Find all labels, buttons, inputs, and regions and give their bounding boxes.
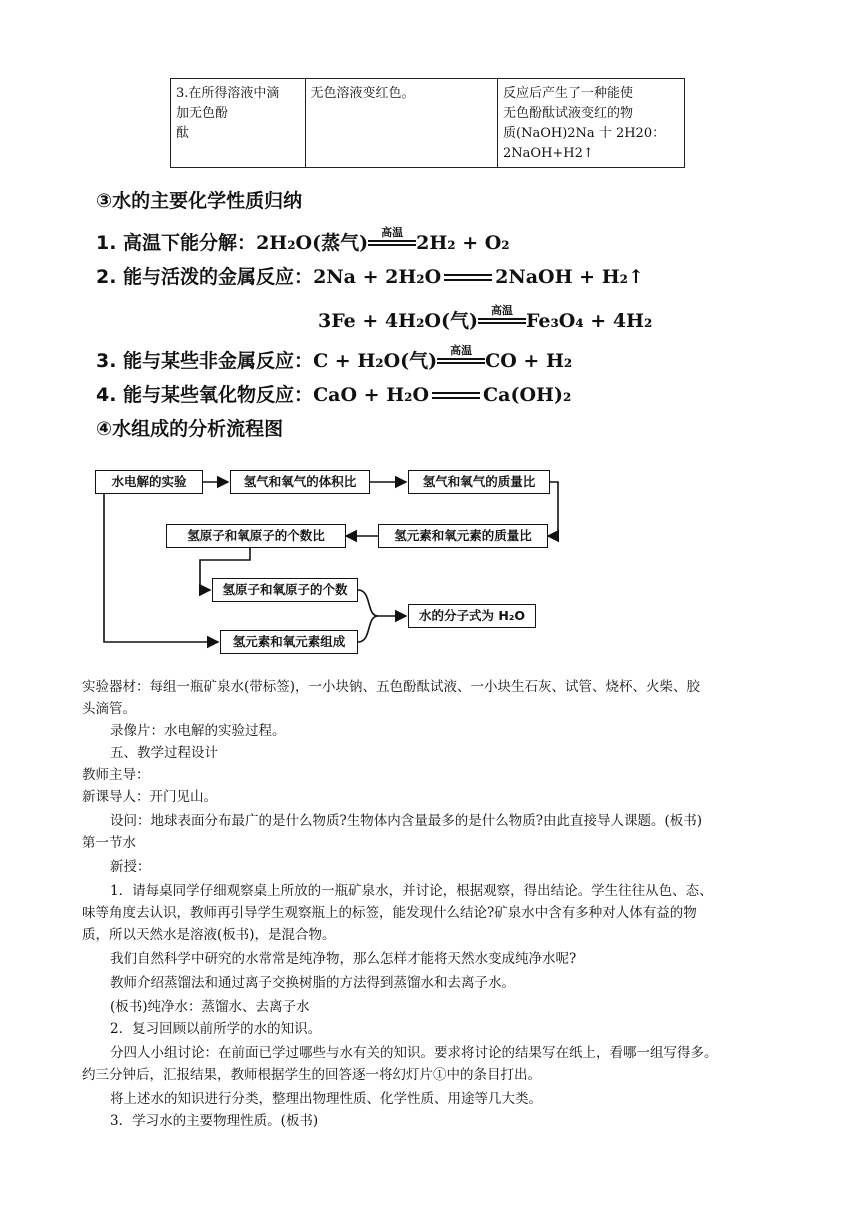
para-materials-2: 头滴管。 <box>82 701 136 717</box>
chem-line-4: 4. 能与某些氧化物反应：CaO + H₂O Ca(OH)₂ <box>96 384 572 406</box>
para-discussion-1: 分四人小组讨论：在前面已学过哪些与水有关的知识。要求将讨论的结果写在纸上，看哪一组写得多。 <box>110 1045 718 1061</box>
chem-line-3: 3. 能与某些非金属反应：C + H₂O(气) 高温 CO + H₂ <box>96 344 573 372</box>
para-classify: 将上述水的知识进行分类，整理出物理性质、化学性质、用途等几大类。 <box>110 1091 542 1107</box>
table-cell-step: 3.在所得溶液中滴 加无色酚 酞 <box>171 79 306 168</box>
box-element-mass-ratio: 氢元素和氧元素的质量比 <box>378 524 548 548</box>
para-physical-props: 3．学习水的主要物理性质。(板书) <box>110 1113 319 1129</box>
equals-sign <box>432 392 480 399</box>
equals-sign <box>444 274 492 281</box>
table-cell-conclusion: 反应后产生了一种能使 无色酚酞试液变红的物 质(NaOH)2Na 十 2H20： 2NaOH+H2↑ <box>498 79 685 168</box>
para-question-1: 设问：地球表面分布最广的是什么物质?生物体内含量最多的是什么物质?由此直接导人课题。(板书) <box>110 813 703 829</box>
para-question-2: 第一节水 <box>82 835 136 851</box>
para-observe-3: 质，所以天然水是溶液(板书)，是混合物。 <box>82 927 336 943</box>
condition-arrow: 高温 <box>368 241 416 246</box>
para-intro: 新课导人：开门见山。 <box>82 789 217 805</box>
para-teacher-led: 教师主导： <box>82 767 150 783</box>
analysis-flowchart <box>90 460 570 660</box>
box-atom-count: 氢原子和氧原子的个数 <box>212 578 358 602</box>
box-atom-count-ratio: 氢原子和氧原子的个数比 <box>166 524 346 548</box>
chem-props-heading: ③水的主要化学性质归纳 <box>96 190 303 212</box>
chem-line-2b: 3Fe + 4H₂O(气) 高温 Fe₃O₄ + 4H₂ <box>318 304 653 332</box>
experiment-table <box>170 78 685 168</box>
para-board-note: (板书)纯净水：蒸馏水、去离子水 <box>110 999 310 1015</box>
table-row <box>171 79 685 168</box>
para-new-lesson: 新授： <box>110 859 151 875</box>
para-video: 录像片：水电解的实验过程。 <box>110 723 286 739</box>
box-mass-ratio: 氢气和氧气的质量比 <box>408 470 550 494</box>
para-observe-2: 味等角度去认识，教师再引导学生观察瓶上的标签，能发现什么结论?矿泉水中含有多种对人体有益的物 <box>82 905 697 921</box>
box-composition: 氢元素和氧元素组成 <box>220 630 358 654</box>
chem-line-1: 1. 高温下能分解：2H₂O(蒸气) 高温 2H₂ + O₂ <box>96 226 510 254</box>
condition-arrow: 高温 <box>478 319 526 324</box>
flow-heading: ④水组成的分析流程图 <box>96 418 284 440</box>
para-observe-1: 1．请每桌同学仔细观察桌上所放的一瓶矿泉水，并讨论，根据观察，得出结论。学生往往从色、态、 <box>110 883 713 899</box>
para-materials-1: 实验器材：每组一瓶矿泉水(带标签)，一小块钠、五色酚酞试液、一小块生石灰、试管、烧杯、火柴、胶 <box>82 679 701 695</box>
para-pure-water: 我们自然科学中研究的水常常是纯净物，那么怎样才能将天然水变成纯净水呢? <box>110 951 577 967</box>
table-cell-phenomenon: 无色溶液变红色。 <box>305 79 498 168</box>
box-molecular-formula: 水的分子式为 H₂O <box>408 604 536 628</box>
section-heading: 五、教学过程设计 <box>110 745 218 761</box>
para-review: 2．复习回顾以前所学的水的知识。 <box>110 1021 322 1037</box>
condition-arrow: 高温 <box>437 359 485 364</box>
box-volume-ratio: 氢气和氧气的体积比 <box>230 470 370 494</box>
chem-line-2: 2. 能与活泼的金属反应：2Na + 2H₂O 2NaOH + H₂↑ <box>96 266 644 288</box>
box-electrolysis: 水电解的实验 <box>95 470 203 494</box>
para-discussion-2: 约三分钟后，汇报结果，教师根据学生的回答逐一将幻灯片①中的条目打出。 <box>82 1067 541 1083</box>
para-distillation: 教师介绍蒸馏法和通过离子交换树脂的方法得到蒸馏水和去离子水。 <box>110 975 515 991</box>
